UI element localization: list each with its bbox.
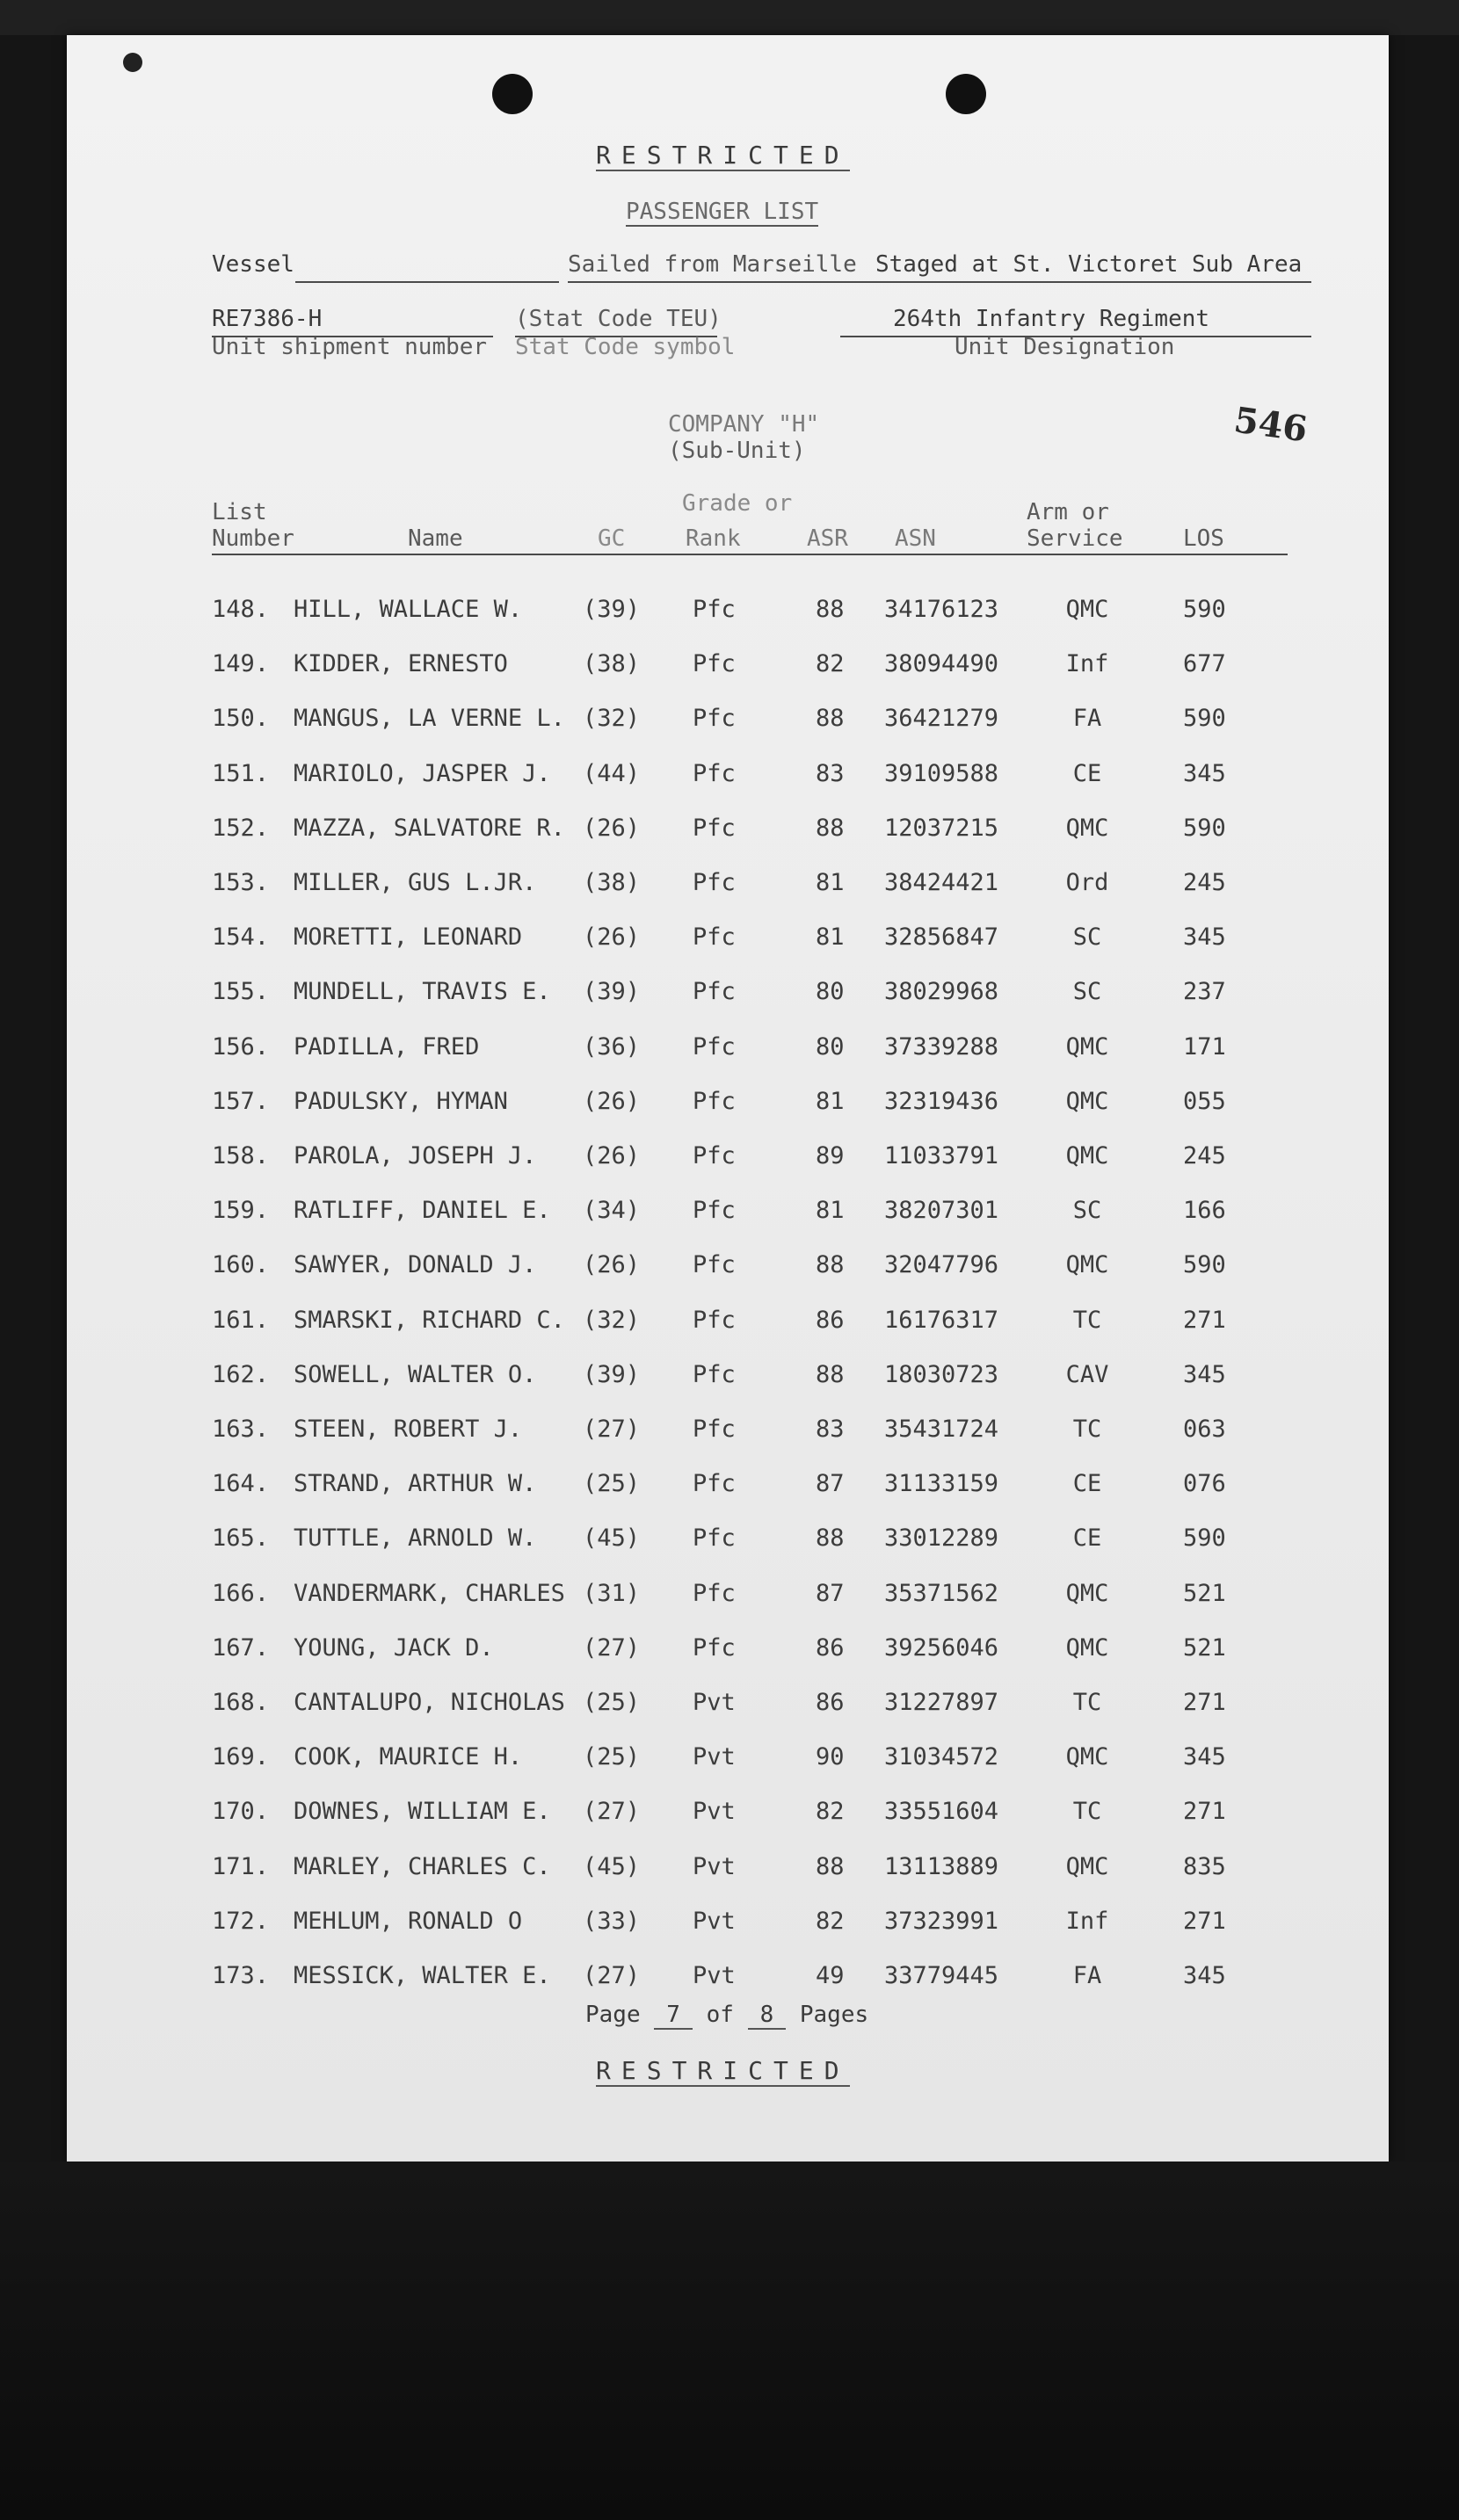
rank: Pfc xyxy=(693,869,736,896)
unit-shipment-number-label: Unit shipment number xyxy=(212,334,488,360)
arm-or-service: QMC xyxy=(1065,1852,1109,1880)
rank: Pfc xyxy=(693,1360,736,1388)
sr-value: 86 xyxy=(816,1306,845,1334)
table-row xyxy=(67,1908,1389,1943)
asn: 35371562 xyxy=(884,1579,999,1607)
rank: Pfc xyxy=(693,923,736,952)
rank: Pfc xyxy=(693,1524,736,1553)
table-row xyxy=(67,1962,1389,1997)
ink-speck xyxy=(123,53,142,72)
rank: Pvt xyxy=(693,1798,736,1826)
rank: Pfc xyxy=(693,1142,736,1169)
table-row xyxy=(67,760,1389,795)
vessel-label: Vessel xyxy=(212,251,294,278)
passenger-name: MILLER, GUS L.JR. xyxy=(294,869,537,896)
passenger-name: MANGUS, LA VERNE L. xyxy=(294,705,565,733)
table-row xyxy=(67,1743,1389,1778)
rank: Pfc xyxy=(693,1633,736,1662)
rank: Pfc xyxy=(693,1251,736,1279)
los: 245 xyxy=(1183,1142,1226,1169)
header-rule xyxy=(212,554,1288,555)
table-row xyxy=(67,1307,1389,1342)
asn: 34176123 xyxy=(884,596,999,623)
unit-designation-label: Unit Designation xyxy=(955,334,1175,360)
stat-code-label: Stat Code symbol xyxy=(515,334,736,360)
gc-value: (33) xyxy=(583,1907,641,1935)
asn: 39109588 xyxy=(884,759,999,787)
los: 166 xyxy=(1183,1197,1226,1225)
asn: 33012289 xyxy=(884,1524,999,1553)
los: 063 xyxy=(1183,1416,1226,1443)
arm-or-service: CE xyxy=(1072,1470,1102,1498)
sr-value: 82 xyxy=(816,1907,845,1935)
rank: Pfc xyxy=(693,1416,736,1443)
col-grade-2: Rank xyxy=(686,525,741,552)
passenger-name: PADILLA, FRED xyxy=(294,1032,480,1061)
gc-value: (27) xyxy=(583,1798,641,1826)
sr-value: 81 xyxy=(816,1197,845,1225)
staged-at: Staged at St. Victoret Sub Area xyxy=(875,251,1303,278)
list-number: 164. xyxy=(212,1470,270,1498)
gc-value: (25) xyxy=(583,1470,641,1498)
list-number: 163. xyxy=(212,1416,270,1443)
passenger-name: MARIOLO, JASPER J. xyxy=(294,759,551,787)
list-number: 149. xyxy=(212,650,270,678)
list-number: 148. xyxy=(212,596,270,623)
arm-or-service: QMC xyxy=(1065,1142,1109,1169)
list-number: 168. xyxy=(212,1689,270,1716)
passenger-name: PADULSKY, HYMAN xyxy=(294,1087,508,1115)
gc-value: (26) xyxy=(583,923,641,952)
table-row xyxy=(67,596,1389,631)
asn: 33779445 xyxy=(884,1962,999,1989)
arm-or-service: Inf xyxy=(1065,1907,1109,1935)
rank: Pvt xyxy=(693,1962,736,1989)
list-number: 167. xyxy=(212,1633,270,1662)
gc-value: (26) xyxy=(583,1087,641,1115)
gc-value: (44) xyxy=(583,759,641,787)
page-prefix: Page xyxy=(585,2002,641,2028)
passenger-name: TUTTLE, ARNOLD W. xyxy=(294,1524,537,1553)
list-number: 160. xyxy=(212,1251,270,1279)
rank: Pfc xyxy=(693,978,736,1006)
sr-value: 87 xyxy=(816,1579,845,1607)
los: 521 xyxy=(1183,1633,1226,1662)
sr-value: 81 xyxy=(816,923,845,952)
arm-or-service: QMC xyxy=(1065,1579,1109,1607)
rank: Pfc xyxy=(693,1306,736,1334)
table-row xyxy=(67,1142,1389,1177)
passenger-name: SOWELL, WALTER O. xyxy=(294,1360,537,1388)
col-list-number-1: List xyxy=(212,499,267,525)
rank: Pfc xyxy=(693,1470,736,1498)
page-of: of xyxy=(706,2002,734,2028)
passenger-name: DOWNES, WILLIAM E. xyxy=(294,1798,551,1826)
film-border-bottom xyxy=(0,2162,1459,2520)
passenger-name: STEEN, ROBERT J. xyxy=(294,1416,523,1443)
table-row xyxy=(67,1853,1389,1888)
passenger-list-page xyxy=(67,35,1389,2162)
rank: Pvt xyxy=(693,1743,736,1771)
sr-value: 86 xyxy=(816,1689,845,1716)
los: 521 xyxy=(1183,1579,1226,1607)
gc-value: (32) xyxy=(583,1306,641,1334)
asn: 39256046 xyxy=(884,1633,999,1662)
sub-unit-label: (Sub-Unit) xyxy=(668,438,806,464)
list-number: 172. xyxy=(212,1907,270,1935)
table-row xyxy=(67,1580,1389,1615)
gc-value: (27) xyxy=(583,1416,641,1443)
rank: Pfc xyxy=(693,1579,736,1607)
table-row xyxy=(67,1251,1389,1286)
passenger-name: MESSICK, WALTER E. xyxy=(294,1962,551,1989)
sr-value: 88 xyxy=(816,596,845,623)
passenger-name: COOK, MAURICE H. xyxy=(294,1743,523,1771)
los: 076 xyxy=(1183,1470,1226,1498)
col-los: LOS xyxy=(1183,525,1224,552)
punch-hole-left xyxy=(492,74,533,114)
rank: Pvt xyxy=(693,1852,736,1880)
rank: Pfc xyxy=(693,650,736,678)
sr-value: 80 xyxy=(816,978,845,1006)
punch-hole-right xyxy=(946,74,986,114)
table-row xyxy=(67,1470,1389,1505)
table-row xyxy=(67,978,1389,1013)
arm-or-service: QMC xyxy=(1065,1032,1109,1061)
sr-value: 81 xyxy=(816,869,845,896)
table-row xyxy=(67,705,1389,740)
asn: 38029968 xyxy=(884,978,999,1006)
los: 237 xyxy=(1183,978,1226,1006)
passenger-name: MUNDELL, TRAVIS E. xyxy=(294,978,551,1006)
gc-value: (31) xyxy=(583,1579,641,1607)
asn: 13113889 xyxy=(884,1852,999,1880)
unit-shipment-number-value: RE7386-H xyxy=(212,306,323,332)
sr-value: 86 xyxy=(816,1633,845,1662)
arm-or-service: QMC xyxy=(1065,1087,1109,1115)
sr-value: 88 xyxy=(816,1251,845,1279)
asn: 38207301 xyxy=(884,1197,999,1225)
asn: 36421279 xyxy=(884,705,999,733)
table-row xyxy=(67,815,1389,850)
sr-value: 49 xyxy=(816,1962,845,1989)
classification-bottom: RESTRICTED xyxy=(596,2056,850,2085)
los: 835 xyxy=(1183,1852,1226,1880)
table-row xyxy=(67,1033,1389,1068)
sr-value: 81 xyxy=(816,1087,845,1115)
los: 590 xyxy=(1183,814,1226,842)
los: 245 xyxy=(1183,869,1226,896)
sr-value: 80 xyxy=(816,1032,845,1061)
document-title: PASSENGER LIST xyxy=(626,199,819,225)
rank: Pvt xyxy=(693,1907,736,1935)
asn: 33551604 xyxy=(884,1798,999,1826)
list-number: 169. xyxy=(212,1743,270,1771)
sr-value: 83 xyxy=(816,759,845,787)
gc-value: (38) xyxy=(583,650,641,678)
passenger-name: SAWYER, DONALD J. xyxy=(294,1251,537,1279)
asn: 38424421 xyxy=(884,869,999,896)
sailing-info-line xyxy=(568,281,1311,283)
arm-or-service: CE xyxy=(1072,1524,1102,1553)
list-number: 161. xyxy=(212,1306,270,1334)
list-number: 156. xyxy=(212,1032,270,1061)
table-row xyxy=(67,1088,1389,1123)
arm-or-service: SC xyxy=(1072,1197,1102,1225)
asn: 31227897 xyxy=(884,1689,999,1716)
gc-value: (26) xyxy=(583,1251,641,1279)
sr-value: 87 xyxy=(816,1470,845,1498)
sr-value: 88 xyxy=(816,1852,845,1880)
table-row xyxy=(67,1197,1389,1232)
col-sr: ASR xyxy=(807,525,848,552)
arm-or-service: FA xyxy=(1072,705,1102,733)
passenger-name: PAROLA, JOSEPH J. xyxy=(294,1142,537,1169)
list-number: 157. xyxy=(212,1087,270,1115)
table-row xyxy=(67,1689,1389,1724)
arm-or-service: FA xyxy=(1072,1962,1102,1989)
sr-value: 90 xyxy=(816,1743,845,1771)
passenger-name: MEHLUM, RONALD O xyxy=(294,1907,523,1935)
los: 345 xyxy=(1183,1962,1226,1989)
passenger-name: CANTALUPO, NICHOLAS xyxy=(294,1689,565,1716)
asn: 31034572 xyxy=(884,1743,999,1771)
gc-value: (26) xyxy=(583,1142,641,1169)
rank: Pfc xyxy=(693,1197,736,1225)
sr-value: 82 xyxy=(816,650,845,678)
list-number: 155. xyxy=(212,978,270,1006)
gc-value: (25) xyxy=(583,1743,641,1771)
passenger-name: VANDERMARK, CHARLES xyxy=(294,1579,565,1607)
asn: 37339288 xyxy=(884,1032,999,1061)
asn: 32856847 xyxy=(884,923,999,952)
arm-or-service: QMC xyxy=(1065,1633,1109,1662)
col-arm-2: Service xyxy=(1027,525,1123,552)
sr-value: 82 xyxy=(816,1798,845,1826)
arm-or-service: TC xyxy=(1072,1798,1102,1826)
sr-value: 88 xyxy=(816,705,845,733)
vessel-blank-line xyxy=(295,281,559,283)
rank: Pfc xyxy=(693,1087,736,1115)
table-row xyxy=(67,1524,1389,1560)
list-number: 151. xyxy=(212,759,270,787)
arm-or-service: SC xyxy=(1072,923,1102,952)
arm-or-service: QMC xyxy=(1065,814,1109,842)
passenger-name: MARLEY, CHARLES C. xyxy=(294,1852,551,1880)
list-number: 154. xyxy=(212,923,270,952)
gc-value: (45) xyxy=(583,1524,641,1553)
passenger-name: RATLIFF, DANIEL E. xyxy=(294,1197,551,1225)
asn: 38094490 xyxy=(884,650,999,678)
arm-or-service: CAV xyxy=(1065,1360,1109,1388)
asn: 37323991 xyxy=(884,1907,999,1935)
rank: Pfc xyxy=(693,705,736,733)
gc-value: (39) xyxy=(583,978,641,1006)
rank: Pvt xyxy=(693,1689,736,1716)
gc-value: (45) xyxy=(583,1852,641,1880)
passenger-name: STRAND, ARTHUR W. xyxy=(294,1470,537,1498)
page-total: 8 xyxy=(748,2002,787,2030)
los: 345 xyxy=(1183,923,1226,952)
list-number: 152. xyxy=(212,814,270,842)
passenger-name: YOUNG, JACK D. xyxy=(294,1633,494,1662)
sailed-from: Sailed from Marseille xyxy=(568,251,857,278)
arm-or-service: TC xyxy=(1072,1689,1102,1716)
sr-value: 88 xyxy=(816,1360,845,1388)
gc-value: (25) xyxy=(583,1689,641,1716)
passenger-name: MAZZA, SALVATORE R. xyxy=(294,814,565,842)
los: 271 xyxy=(1183,1798,1226,1826)
col-list-number-2: Number xyxy=(212,525,294,552)
asn: 35431724 xyxy=(884,1416,999,1443)
list-number: 166. xyxy=(212,1579,270,1607)
col-gc: GC xyxy=(598,525,626,552)
los: 590 xyxy=(1183,1524,1226,1553)
list-number: 171. xyxy=(212,1852,270,1880)
page-suffix: Pages xyxy=(799,2002,869,2028)
los: 590 xyxy=(1183,1251,1226,1279)
list-number: 170. xyxy=(212,1798,270,1826)
rank: Pfc xyxy=(693,596,736,623)
table-row xyxy=(67,923,1389,959)
col-asn: ASN xyxy=(895,525,936,552)
los: 590 xyxy=(1183,705,1226,733)
arm-or-service: QMC xyxy=(1065,596,1109,623)
gc-value: (38) xyxy=(583,869,641,896)
list-number: 158. xyxy=(212,1142,270,1169)
list-number: 162. xyxy=(212,1360,270,1388)
los: 345 xyxy=(1183,1360,1226,1388)
arm-or-service: CE xyxy=(1072,759,1102,787)
gc-value: (36) xyxy=(583,1032,641,1061)
passenger-name: SMARSKI, RICHARD C. xyxy=(294,1306,565,1334)
passenger-name: HILL, WALLACE W. xyxy=(294,596,523,623)
sub-unit-value: COMPANY "H" xyxy=(668,411,820,438)
gc-value: (34) xyxy=(583,1197,641,1225)
arm-or-service: TC xyxy=(1072,1416,1102,1443)
list-number: 150. xyxy=(212,705,270,733)
los: 271 xyxy=(1183,1306,1226,1334)
sr-value: 83 xyxy=(816,1416,845,1443)
asn: 12037215 xyxy=(884,814,999,842)
los: 345 xyxy=(1183,759,1226,787)
list-number: 165. xyxy=(212,1524,270,1553)
sr-value: 89 xyxy=(816,1142,845,1169)
arm-or-service: Ord xyxy=(1065,869,1109,896)
los: 271 xyxy=(1183,1907,1226,1935)
passenger-name: KIDDER, ERNESTO xyxy=(294,650,508,678)
page-current: 7 xyxy=(654,2002,693,2030)
los: 345 xyxy=(1183,1743,1226,1771)
gc-value: (27) xyxy=(583,1633,641,1662)
rank: Pfc xyxy=(693,1032,736,1061)
col-arm-1: Arm or xyxy=(1027,499,1109,525)
asn: 11033791 xyxy=(884,1142,999,1169)
table-row xyxy=(67,1798,1389,1833)
gc-value: (32) xyxy=(583,705,641,733)
los: 055 xyxy=(1183,1087,1226,1115)
table-row xyxy=(67,869,1389,904)
col-name: Name xyxy=(408,525,463,552)
los: 271 xyxy=(1183,1689,1226,1716)
list-number: 159. xyxy=(212,1197,270,1225)
asn: 18030723 xyxy=(884,1360,999,1388)
table-row xyxy=(67,650,1389,685)
asn: 16176317 xyxy=(884,1306,999,1334)
rank: Pfc xyxy=(693,814,736,842)
col-grade-1: Grade or xyxy=(682,490,793,517)
classification-top: RESTRICTED xyxy=(596,141,850,170)
gc-value: (26) xyxy=(583,814,641,842)
table-row xyxy=(67,1416,1389,1451)
sr-value: 88 xyxy=(816,814,845,842)
stat-code-value: (Stat Code TEU) xyxy=(515,306,722,332)
asn: 32047796 xyxy=(884,1251,999,1279)
page-indicator xyxy=(585,2002,868,2028)
list-number: 173. xyxy=(212,1962,270,1989)
arm-or-service: QMC xyxy=(1065,1743,1109,1771)
table-row xyxy=(67,1634,1389,1669)
film-border-top xyxy=(0,0,1459,35)
list-number: 153. xyxy=(212,869,270,896)
sr-value: 88 xyxy=(816,1524,845,1553)
gc-value: (27) xyxy=(583,1962,641,1989)
table-row xyxy=(67,1361,1389,1396)
gc-value: (39) xyxy=(583,596,641,623)
arm-or-service: QMC xyxy=(1065,1251,1109,1279)
rank: Pfc xyxy=(693,759,736,787)
los: 171 xyxy=(1183,1032,1226,1061)
asn: 31133159 xyxy=(884,1470,999,1498)
arm-or-service: TC xyxy=(1072,1306,1102,1334)
asn: 32319436 xyxy=(884,1087,999,1115)
los: 677 xyxy=(1183,650,1226,678)
gc-value: (39) xyxy=(583,1360,641,1388)
los: 590 xyxy=(1183,596,1226,623)
page-stamp-number: 546 xyxy=(1231,399,1310,451)
arm-or-service: SC xyxy=(1072,978,1102,1006)
passenger-name: MORETTI, LEONARD xyxy=(294,923,523,952)
unit-designation-value: 264th Infantry Regiment xyxy=(893,306,1210,332)
arm-or-service: Inf xyxy=(1065,650,1109,678)
